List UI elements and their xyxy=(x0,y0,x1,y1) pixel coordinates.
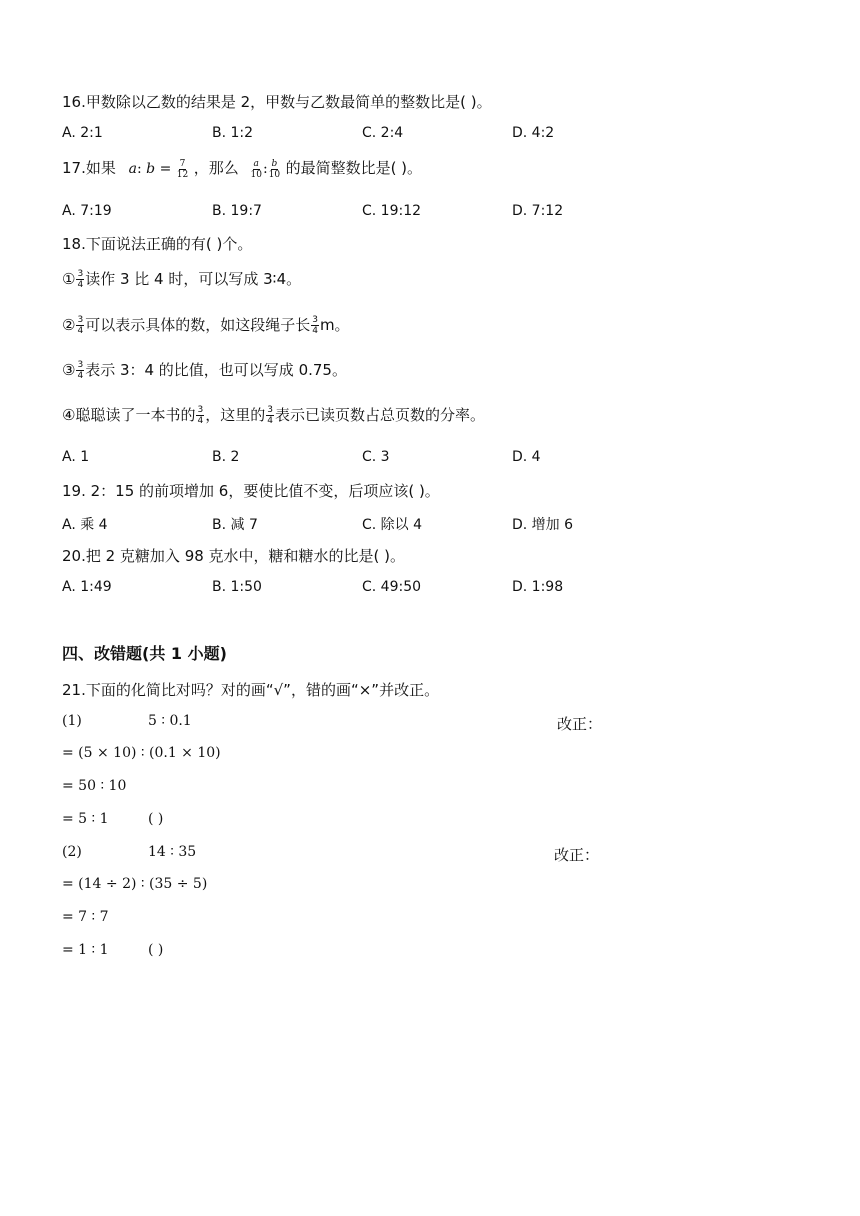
numerator: 3 xyxy=(77,315,84,325)
denominator: 10 xyxy=(268,169,281,180)
equals: = xyxy=(155,161,176,177)
denominator: 10 xyxy=(250,169,262,180)
section-heading: 四、改错题(共 1 小题) xyxy=(62,644,227,663)
part-2-step-2: = 7 ∶ 7 xyxy=(62,909,109,925)
part-1-correction-label: 改正： xyxy=(557,715,603,733)
question-16-options xyxy=(62,125,702,145)
question-18-options xyxy=(62,449,702,469)
part-2-answer-blank[interactable]: ( ) xyxy=(148,942,164,958)
denominator: 4 xyxy=(197,416,204,426)
fraction-a-10 xyxy=(250,159,261,180)
fraction-b-10 xyxy=(269,159,280,180)
numerator: a xyxy=(253,158,259,169)
q17-prefix: 17.如果 xyxy=(62,159,116,177)
statement-text: 表示 3：4 的比值，也可以写成 0.75。 xyxy=(85,361,347,379)
question-16-stem: 16.甲数除以乙数的结果是 2，甲数与乙数最简单的整数比是( )。 xyxy=(62,93,492,111)
option-c[interactable]: C. 2:4 xyxy=(362,125,404,141)
q17-suffix: 的最简整数比是( )。 xyxy=(285,159,423,177)
colon: : xyxy=(137,161,147,177)
numerator: 3 xyxy=(267,405,273,415)
statement-text: 可以表示具体的数，如这段绳子长 xyxy=(85,316,311,334)
part-2-expression: 14 ∶ 35 xyxy=(148,844,197,860)
statement-marker: ① xyxy=(62,270,76,288)
var-b: b xyxy=(146,161,156,177)
denominator: 4 xyxy=(267,416,273,426)
part-1-step-3: = 5 ∶ 1 xyxy=(62,811,109,827)
question-17-stem xyxy=(62,156,422,181)
colon: : xyxy=(262,161,268,177)
fraction-3-4 xyxy=(76,360,84,381)
fraction-3-4 xyxy=(266,405,274,426)
option-a[interactable]: A. 1 xyxy=(62,449,90,465)
option-d[interactable]: D. 4 xyxy=(512,449,541,465)
part-1-step-2: = 50 ∶ 10 xyxy=(62,778,127,794)
numerator: b xyxy=(271,158,278,169)
statement-text: 读作 3 比 4 时，可以写成 3∶4。 xyxy=(85,270,302,288)
part-2-step-3: = 1 ∶ 1 xyxy=(62,942,109,958)
question-20-stem: 20.把 2 克糖加入 98 克水中，糖和糖水的比是( )。 xyxy=(62,547,406,565)
option-c[interactable]: C. 除以 4 xyxy=(362,517,423,533)
statement-2 xyxy=(62,312,350,338)
option-a[interactable]: A. 1:49 xyxy=(62,579,112,595)
numerator: 3 xyxy=(197,405,204,415)
statement-text: ，这里的 xyxy=(205,406,266,424)
statement-text: m。 xyxy=(319,316,350,334)
statement-3 xyxy=(62,357,347,383)
option-a[interactable]: A. 乘 4 xyxy=(62,517,108,533)
option-c[interactable]: C. 49:50 xyxy=(362,579,422,595)
statement-text: 表示已读页数占总页数的分率。 xyxy=(274,406,485,424)
denominator: 4 xyxy=(77,280,84,290)
option-c[interactable]: C. 3 xyxy=(362,449,390,465)
q17-equation xyxy=(128,158,194,180)
option-a[interactable]: A. 7:19 xyxy=(62,203,112,219)
denominator: 4 xyxy=(77,326,84,336)
statement-marker: ③ xyxy=(62,361,76,379)
statement-4 xyxy=(62,402,485,428)
part-2-label: (2) xyxy=(62,844,82,860)
question-18-stem: 18.下面说法正确的有( )个。 xyxy=(62,235,253,253)
denominator: 12 xyxy=(176,169,189,180)
numerator: 3 xyxy=(77,360,84,370)
question-17-options xyxy=(62,203,702,223)
option-b[interactable]: B. 2 xyxy=(212,449,240,465)
fraction-3-4 xyxy=(76,269,84,290)
fraction-3-4 xyxy=(311,315,319,336)
statement-text: ④聪聪读了一本书的 xyxy=(62,406,196,424)
option-b[interactable]: B. 减 7 xyxy=(212,517,258,533)
part-1-step-1: = (5 × 10) ∶ (0.1 × 10) xyxy=(62,745,221,761)
numerator: 3 xyxy=(312,315,318,325)
fraction-7-12 xyxy=(177,159,188,180)
var-a: a xyxy=(128,161,137,177)
option-c[interactable]: C. 19:12 xyxy=(362,203,422,219)
statement-marker: ② xyxy=(62,316,76,334)
option-b[interactable]: B. 19:7 xyxy=(212,203,262,219)
option-b[interactable]: B. 1:2 xyxy=(212,125,254,141)
q17-middle: ，那么 xyxy=(193,159,239,177)
option-a[interactable]: A. 2:1 xyxy=(62,125,103,141)
q17-ratio xyxy=(249,158,285,180)
numerator: 3 xyxy=(77,269,84,279)
part-1-expression: 5 ∶ 0.1 xyxy=(148,713,192,729)
option-d[interactable]: D. 增加 6 xyxy=(512,517,574,533)
part-1-answer-blank[interactable]: ( ) xyxy=(148,811,164,827)
option-b[interactable]: B. 1:50 xyxy=(212,579,262,595)
statement-1 xyxy=(62,266,301,292)
option-d[interactable]: D. 4:2 xyxy=(512,125,555,141)
option-d[interactable]: D. 7:12 xyxy=(512,203,564,219)
denominator: 4 xyxy=(312,326,318,336)
part-1-label: (1) xyxy=(62,713,82,729)
question-19-stem: 19. 2：15 的前项增加 6，要使比值不变，后项应该( )。 xyxy=(62,482,440,500)
fraction-3-4 xyxy=(76,315,84,336)
fraction-3-4 xyxy=(196,405,204,426)
numerator: 7 xyxy=(179,158,186,169)
part-2-step-1: = (14 ÷ 2) ∶ (35 ÷ 5) xyxy=(62,876,208,892)
option-d[interactable]: D. 1:98 xyxy=(512,579,564,595)
part-2-correction-label: 改正： xyxy=(554,846,600,864)
question-21-stem: 21.下面的化简比对吗？对的画“√”，错的画“×”并改正。 xyxy=(62,681,440,699)
question-19-options xyxy=(62,514,702,534)
denominator: 4 xyxy=(77,371,84,381)
question-20-options xyxy=(62,579,702,599)
